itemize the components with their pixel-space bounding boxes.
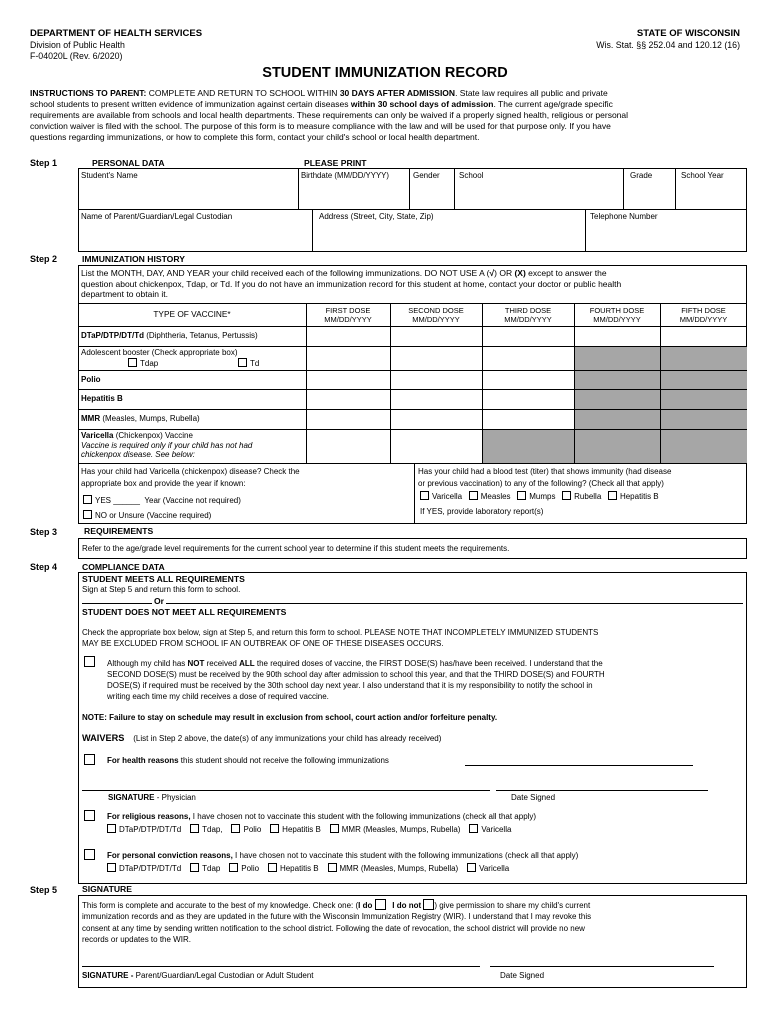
religious-hepb-checkbox[interactable]: Hepatitis B — [270, 825, 321, 834]
vaccine-row-mmr: MMR (Measles, Mumps, Rubella) — [81, 414, 200, 423]
state-name: STATE OF WISCONSIN — [636, 28, 740, 39]
personal-data-heading: PERSONAL DATA — [92, 158, 165, 168]
titer-lab-report-note: If YES, provide laboratory report(s) — [420, 507, 544, 516]
signature-heading: SIGNATURE — [82, 884, 132, 894]
td-checkbox[interactable]: Td — [238, 358, 259, 368]
please-print-label: PLEASE PRINT — [304, 158, 367, 168]
titer-measles-checkbox[interactable]: Measles — [469, 492, 511, 501]
physician-date-line[interactable] — [496, 790, 708, 791]
personal-hepb-checkbox[interactable]: Hepatitis B — [268, 864, 319, 873]
instructions: INSTRUCTIONS TO PARENT: COMPLETE AND RETURN TO SCHOOL WITHIN 30 DAYS AFTER ADMISSION. State law requires all public and private school students to present written evidence of immunization against certain diseases within 30 school days of admission. The current age/grade specific requirements are available from schools and local health departments. These requirements can only be waived if a properly signed health, religious or personal conviction waiver is filed with the school. The purpose of this form is to measure compliance with the law and will be used for that purpose only. If you have questions regarding immunizations, or how to complete this form, contact your child's school or local health department. — [30, 88, 629, 142]
titer-hepatitis-b-checkbox[interactable]: Hepatitis B — [608, 492, 659, 501]
step-4-label: Step 4 — [30, 562, 58, 572]
statute-ref: Wis. Stat. §§ 252.04 and 120.12 (16) — [596, 40, 740, 50]
personal-tdap-checkbox[interactable]: Tdap — [190, 864, 220, 873]
health-waiver-checkbox[interactable] — [84, 754, 95, 767]
personal-dtap-checkbox[interactable]: DTaP/DTP/DT/Td — [107, 864, 181, 873]
vaccine-row-adolescent-booster: Adolescent booster (Check appropriate box) — [81, 348, 238, 357]
physician-date-label: Date Signed — [511, 793, 556, 802]
immunization-history-heading: IMMUNIZATION HISTORY — [82, 254, 185, 264]
religious-polio-checkbox[interactable]: Polio — [231, 825, 261, 834]
acknowledgment-checkbox[interactable] — [84, 656, 95, 669]
birthdate-field[interactable]: Birthdate (MM/DD/YYYY) — [301, 171, 389, 180]
consent-text: This form is complete and accurate to the best of my knowledge. Check one: (I do I do not ) give permission to share my child's current immunization records and as they are updated in the future with the Wisconsin Immunization Registry (WIR). I understand that I may revoke this consent at any time by sending written notification to the school district. Following the date of revocation, the school district will provide no new records or updates to the WIR. — [82, 901, 592, 945]
titer-varicella-checkbox[interactable]: Varicella — [420, 492, 462, 501]
personal-polio-checkbox[interactable]: Polio — [229, 864, 259, 873]
health-waiver-immunizations-line[interactable] — [465, 765, 693, 766]
department-name: DEPARTMENT OF HEALTH SERVICES — [30, 28, 203, 39]
vaccine-row-dtap: DTaP/DTP/DT/Td (Diphtheria, Tetanus, Pertussis) — [81, 331, 258, 340]
step-1-label: Step 1 — [30, 158, 58, 168]
step-3-label: Step 3 — [30, 527, 58, 537]
grade-field[interactable]: Grade — [630, 171, 653, 180]
physician-signature-line[interactable] — [82, 790, 490, 791]
col-fourth-dose: FOURTH DOSE MM/DD/YYYY — [589, 306, 645, 324]
meets-requirements-label: STUDENT MEETS ALL REQUIREMENTS — [82, 574, 245, 584]
religious-varicella-checkbox[interactable]: Varicella — [469, 825, 511, 834]
immunization-instructions: List the MONTH, DAY, AND YEAR your child received each of the following immunizations. DO NOT USE A (√) OR (X) except to answer the question about chickenpox, Tdap, or Td. If you do not have an immunization record for this student at home, contact your doctor or public health department to obtain it. — [81, 268, 622, 300]
parent-name-field[interactable]: Name of Parent/Guardian/Legal Custodian — [81, 212, 233, 221]
titer-mumps-checkbox[interactable]: Mumps — [517, 492, 555, 501]
acknowledgment-text: Although my child has NOT received ALL the required doses of vaccine, the FIRST DOSE(S) has/have been received. I understand that the SECOND DOSE(S) must be received by the 90th school day after admission to school this year, and that the THIRD DOSE(S) and FOURTH DOSE(S) if required must be received by the 30th school day next year. I also understand that it is my responsibility to notify the school in writing each time my child receives a dose of required vaccine. — [107, 659, 605, 701]
meets-sign-instruction: Sign at Step 5 and return this form to school. — [82, 585, 241, 594]
physician-signature-label: SIGNATURE - Physician — [108, 793, 196, 802]
religious-waiver-options — [107, 824, 511, 834]
address-field[interactable]: Address (Street, City, State, Zip) — [319, 212, 434, 221]
parent-date-label: Date Signed — [500, 971, 545, 980]
page-title: STUDENT IMMUNIZATION RECORD — [262, 65, 508, 81]
i-do-checkbox[interactable] — [375, 899, 386, 910]
chickenpox-question: Has your child had Varicella (chickenpox) disease? Check the appropriate box and provide the year if known: — [81, 467, 300, 488]
religious-waiver-checkbox[interactable] — [84, 810, 95, 823]
religious-tdap-checkbox[interactable]: Tdap, — [190, 825, 222, 834]
vaccine-row-hepatitis-b: Hepatitis B — [81, 394, 123, 403]
student-name-field[interactable]: Student's Name — [81, 171, 138, 180]
col-type-of-vaccine: TYPE OF VACCINE* — [153, 309, 231, 319]
religious-waiver-text: For religious reasons, I have chosen not to vaccinate this student with the following immunizations (check all that apply) — [107, 812, 537, 821]
titer-question: Has your child had a blood test (titer) that shows immunity (had disease or previous vaccination) to any of the following? (Check all that apply) — [418, 467, 672, 488]
personal-waiver-checkbox[interactable] — [84, 849, 95, 862]
step-2-label: Step 2 — [30, 254, 58, 264]
not-meet-requirements-label: STUDENT DOES NOT MEET ALL REQUIREMENTS — [82, 607, 287, 617]
step-5-label: Step 5 — [30, 885, 58, 895]
compliance-data-heading: COMPLIANCE DATA — [82, 562, 165, 572]
division-name: Division of Public Health — [30, 40, 125, 50]
personal-waiver-options — [107, 863, 509, 873]
requirements-text: Refer to the age/grade level requirements for the current school year to determine if this student meets the requirements. — [82, 544, 510, 553]
vaccine-row-polio: Polio — [81, 375, 101, 384]
chickenpox-no-checkbox[interactable]: NO or Unsure (Vaccine required) — [83, 510, 211, 520]
chickenpox-yes-checkbox[interactable]: YES ______ Year (Vaccine not required) — [83, 495, 241, 505]
parent-signature-line[interactable] — [82, 966, 480, 967]
tdap-checkbox[interactable]: Tdap — [128, 358, 158, 368]
religious-dtap-checkbox[interactable]: DTaP/DTP/DT/Td — [107, 825, 181, 834]
health-waiver-text: For health reasons this student should not receive the following immunizations — [107, 756, 389, 765]
parent-date-line[interactable] — [490, 966, 714, 967]
personal-data-box — [78, 168, 747, 252]
form-number: F-04020L (Rev. 6/2020) — [30, 51, 123, 61]
personal-varicella-checkbox[interactable]: Varicella — [467, 864, 509, 873]
personal-mmr-checkbox[interactable]: MMR (Measles, Mumps, Rubella) — [328, 864, 459, 873]
religious-mmr-checkbox[interactable]: MMR (Measles, Mumps, Rubella) — [330, 825, 461, 834]
compliance-data-box — [78, 572, 747, 884]
personal-waiver-text: For personal conviction reasons, I have chosen not to vaccinate this student with the following immunizations (check all that apply) — [107, 851, 579, 860]
titer-rubella-checkbox[interactable]: Rubella — [562, 492, 601, 501]
i-do-not-checkbox[interactable] — [423, 899, 434, 910]
school-year-field[interactable]: School Year — [681, 171, 724, 180]
gender-field[interactable]: Gender — [413, 171, 440, 180]
or-divider: Or — [154, 596, 165, 606]
parent-signature-label: SIGNATURE - Parent/Guardian/Legal Custodian or Adult Student — [82, 971, 314, 980]
titer-options — [420, 491, 659, 501]
col-first-dose: FIRST DOSE MM/DD/YYYY — [324, 306, 372, 324]
check-box-instruction: Check the appropriate box below, sign at Step 5, and return this form to school. PLEASE NOTE THAT INCOMPLETELY IMMUNIZED STUDENTS MAY BE EXCLUDED FROM SCHOOL IF AN OUTBREAK OF ONE OF THESE DISEASES OCCURS. — [82, 628, 599, 648]
col-second-dose: SECOND DOSE MM/DD/YYYY — [408, 306, 464, 324]
requirements-heading: REQUIREMENTS — [84, 526, 154, 536]
col-fifth-dose: FIFTH DOSE MM/DD/YYYY — [679, 306, 728, 324]
vaccine-row-varicella: Varicella (Chickenpox) Vaccine Vaccine is required only if your child has not had chickenpox disease. See below: — [81, 431, 253, 460]
telephone-field[interactable]: Telephone Number — [590, 212, 658, 221]
col-third-dose: THIRD DOSE MM/DD/YYYY — [504, 306, 552, 324]
waivers-heading: WAIVERS (List in Step 2 above, the date(s) of any immunizations your child has already received) — [82, 733, 442, 743]
school-field[interactable]: School — [459, 171, 484, 180]
note-schedule: NOTE: Failure to stay on schedule may result in exclusion from school, court action and/or forfeiture penalty. — [82, 713, 498, 722]
